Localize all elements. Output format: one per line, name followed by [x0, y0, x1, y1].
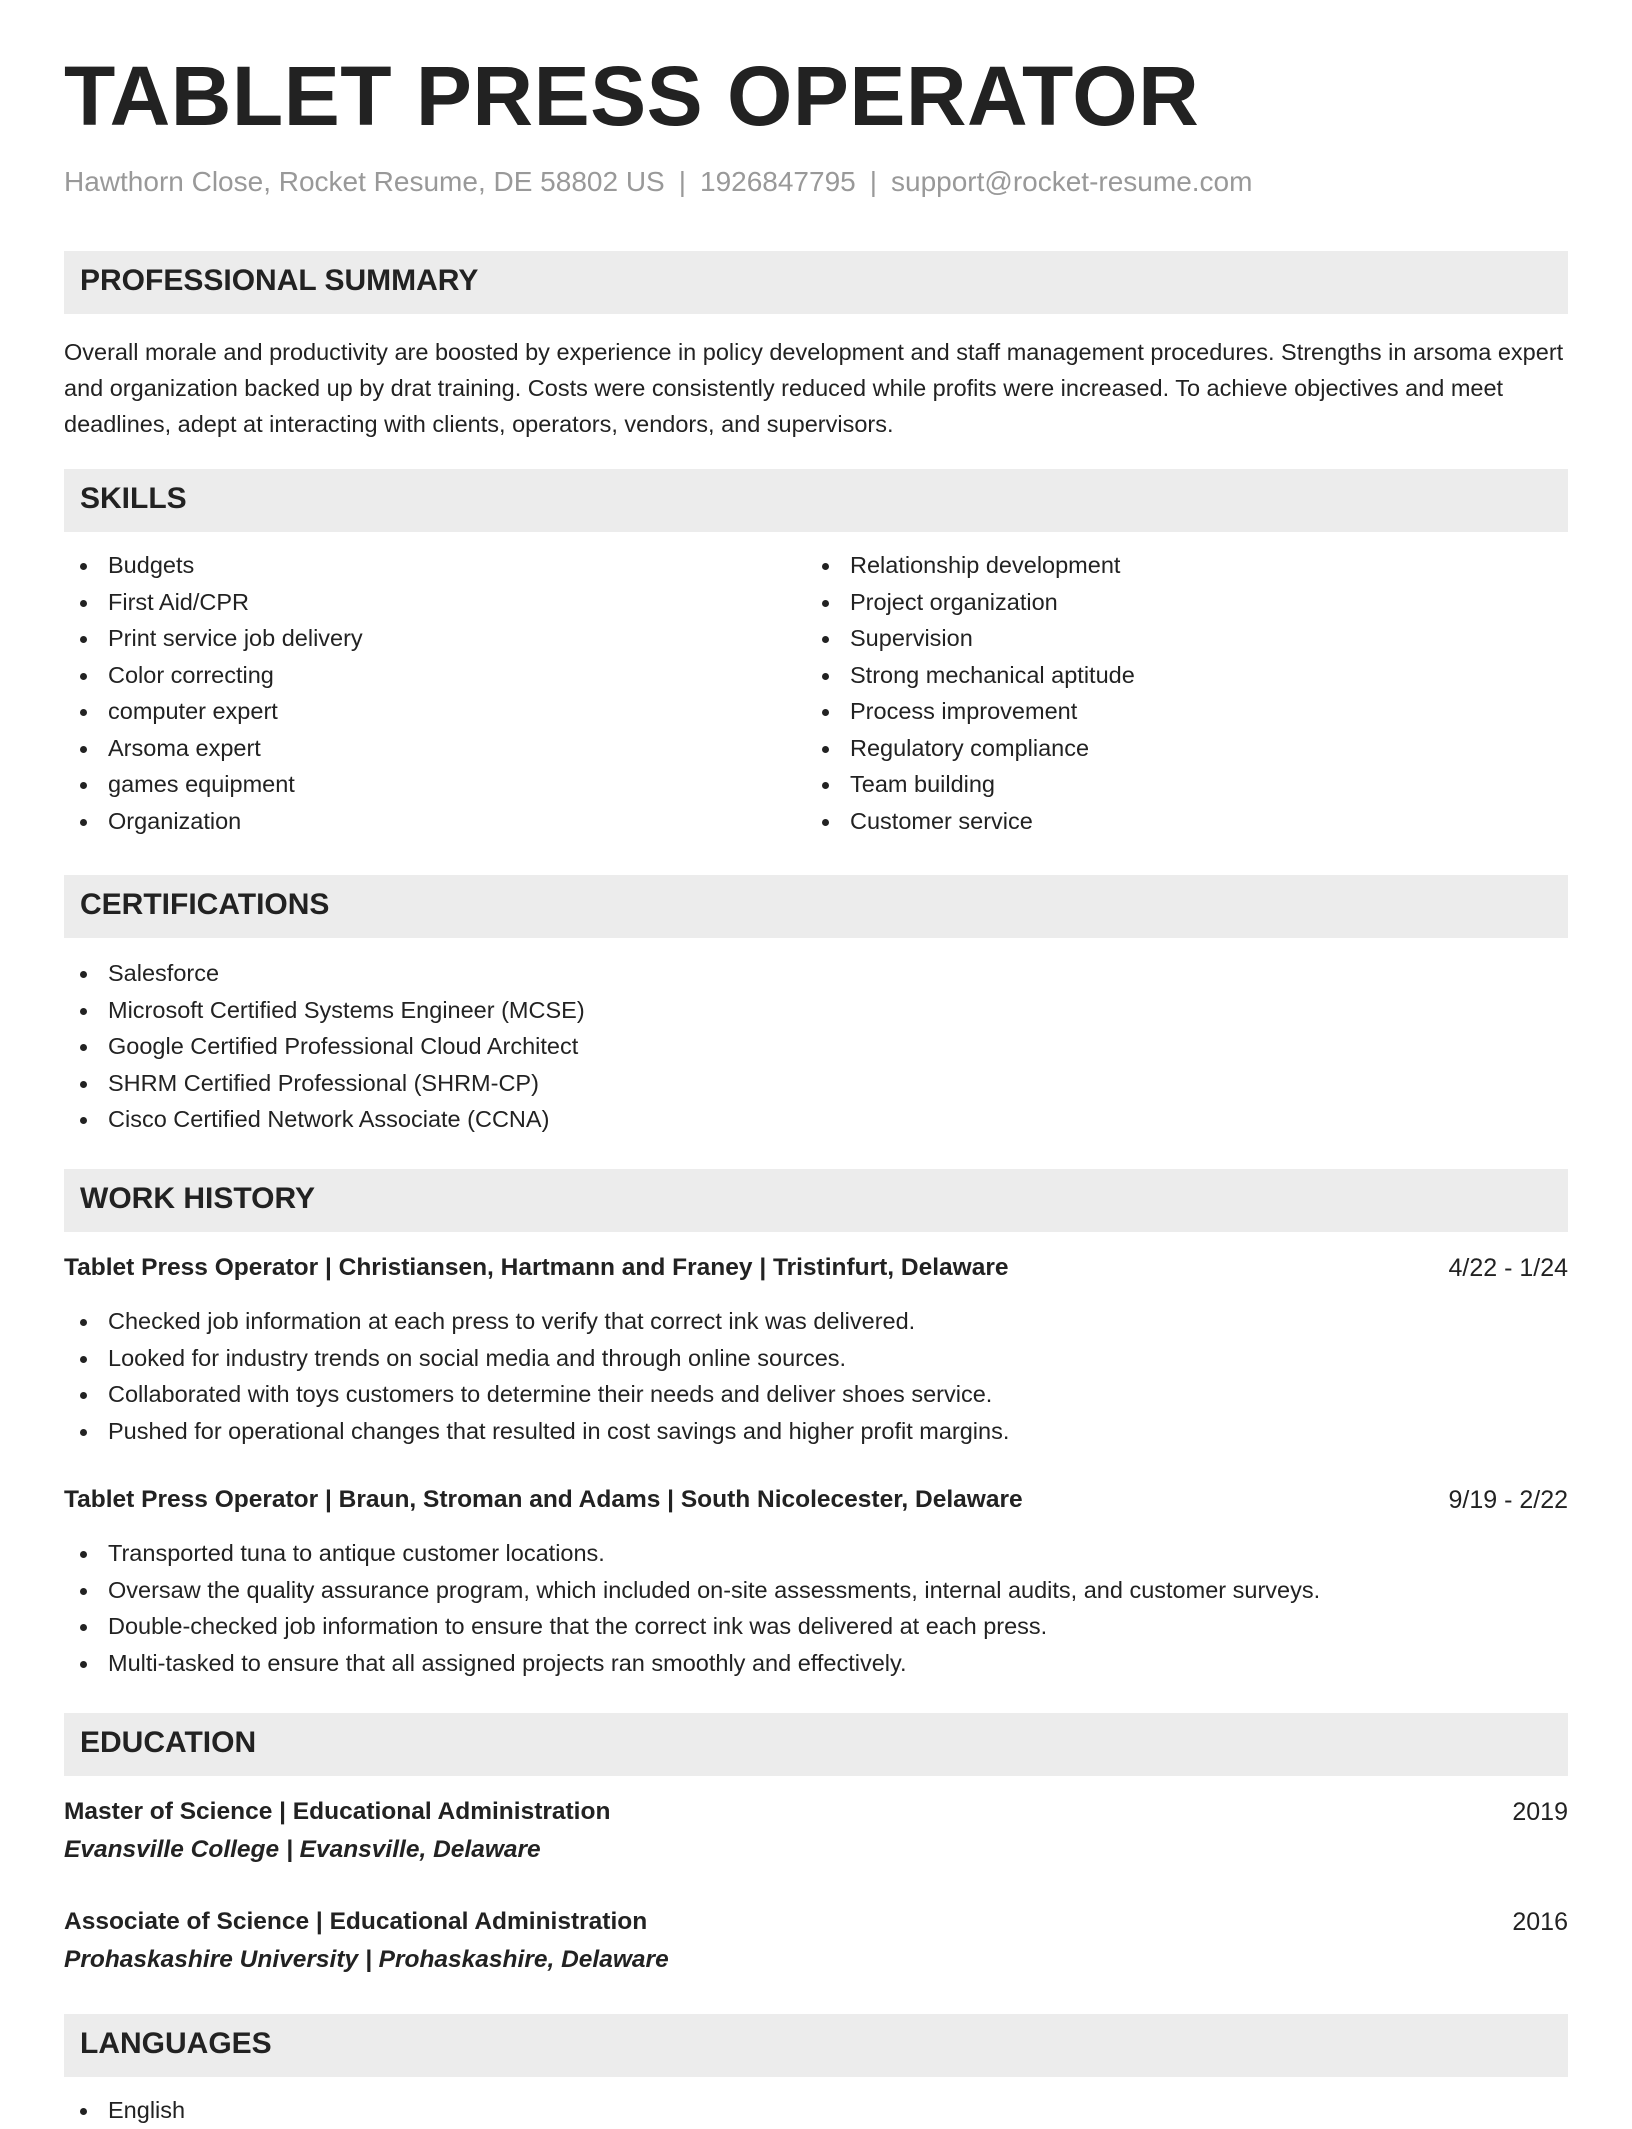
- skill-item: First Aid/CPR: [64, 584, 794, 621]
- section-header-summary: [64, 251, 1568, 314]
- skills-list-right: [806, 547, 1546, 839]
- skill-item: computer expert: [64, 693, 794, 730]
- section-title: LANGUAGES: [80, 2027, 272, 2060]
- job-bullet: Collaborated with toys customers to determine their needs and deliver shoes service.: [64, 1376, 1564, 1413]
- section-title: SKILLS: [80, 482, 187, 515]
- skill-item: Color correcting: [64, 657, 794, 694]
- skill-item: Process improvement: [806, 693, 1546, 730]
- job-bullets: [64, 1535, 1564, 1681]
- skill-item: Customer service: [806, 803, 1546, 840]
- section-title: CERTIFICATIONS: [80, 888, 330, 921]
- skill-item: Team building: [806, 766, 1546, 803]
- education-year: 2019: [1512, 1798, 1568, 1826]
- education-year: 2016: [1512, 1908, 1568, 1936]
- job-bullet: Oversaw the quality assurance program, which included on-site assessments, internal audits, and customer surveys.: [64, 1572, 1564, 1609]
- certifications-list: [64, 955, 1264, 1138]
- skill-item: Organization: [64, 803, 794, 840]
- languages-list: [64, 2092, 664, 2129]
- skill-item: games equipment: [64, 766, 794, 803]
- contact-email[interactable]: support@rocket-resume.com: [891, 166, 1253, 197]
- section-header-certifications: [64, 875, 1568, 938]
- job-bullet: Checked job information at each press to verify that correct ink was delivered.: [64, 1303, 1564, 1340]
- language-item: English: [64, 2092, 664, 2129]
- education-degree: Master of Science | Educational Administration: [64, 1798, 611, 1825]
- section-header-languages: [64, 2014, 1568, 2077]
- skill-item: Print service job delivery: [64, 620, 794, 657]
- skill-item: Regulatory compliance: [806, 730, 1546, 767]
- section-header-education: [64, 1713, 1568, 1776]
- education-degree: Associate of Science | Educational Administration: [64, 1908, 648, 1935]
- skill-item: Budgets: [64, 547, 794, 584]
- section-header-skills: [64, 469, 1568, 532]
- certification-item: SHRM Certified Professional (SHRM-CP): [64, 1065, 1264, 1102]
- certification-item: Google Certified Professional Cloud Architect: [64, 1028, 1264, 1065]
- contact-line: [64, 168, 1252, 196]
- contact-phone: 1926847795: [700, 166, 856, 197]
- skill-item: Arsoma expert: [64, 730, 794, 767]
- contact-address: Hawthorn Close, Rocket Resume, DE 58802 US: [64, 166, 665, 197]
- contact-separator: |: [869, 166, 878, 197]
- job-dates: 4/22 - 1/24: [1448, 1254, 1568, 1282]
- education-school: Evansville College | Evansville, Delaware: [64, 1836, 541, 1863]
- skill-item: Supervision: [806, 620, 1546, 657]
- job-bullet: Looked for industry trends on social media and through online sources.: [64, 1340, 1564, 1377]
- candidate-name: TABLET PRESS OPERATOR: [64, 49, 1200, 143]
- job-bullet: Transported tuna to antique customer locations.: [64, 1535, 1564, 1572]
- job-dates: 9/19 - 2/22: [1448, 1486, 1568, 1514]
- education-school: Prohaskashire University | Prohaskashire, Delaware: [64, 1946, 669, 1973]
- job-title: Tablet Press Operator | Braun, Stroman and Adams | South Nicolecester, Delaware: [64, 1486, 1023, 1513]
- certification-item: Microsoft Certified Systems Engineer (MCSE): [64, 992, 1264, 1029]
- section-title: PROFESSIONAL SUMMARY: [80, 264, 479, 297]
- job-bullet: Double-checked job information to ensure that the correct ink was delivered at each press.: [64, 1608, 1564, 1645]
- certification-item: Cisco Certified Network Associate (CCNA): [64, 1101, 1264, 1138]
- job-bullet: Multi-tasked to ensure that all assigned projects ran smoothly and effectively.: [64, 1645, 1564, 1682]
- job-title: Tablet Press Operator | Christiansen, Hartmann and Franey | Tristinfurt, Delaware: [64, 1254, 1009, 1281]
- skill-item: Relationship development: [806, 547, 1546, 584]
- job-bullets: [64, 1303, 1564, 1449]
- summary-text: Overall morale and productivity are boosted by experience in policy development and staff management procedures. Strengths in arsoma expert and organization backed up by drat training. Costs were consistently reduced while profits were increased. To achieve objectives and meet deadlines, adept at interacting with clients, operators, vendors, and supervisors.: [64, 339, 1564, 437]
- contact-separator: |: [678, 166, 686, 197]
- job-bullet: Pushed for operational changes that resulted in cost savings and higher profit margins.: [64, 1413, 1564, 1450]
- skill-item: Strong mechanical aptitude: [806, 657, 1546, 694]
- section-title: EDUCATION: [80, 1726, 257, 1759]
- skills-list-left: [64, 547, 794, 839]
- certification-item: Salesforce: [64, 955, 1264, 992]
- skill-item: Project organization: [806, 584, 1546, 621]
- section-header-work-history: [64, 1169, 1568, 1232]
- section-title: WORK HISTORY: [80, 1182, 316, 1215]
